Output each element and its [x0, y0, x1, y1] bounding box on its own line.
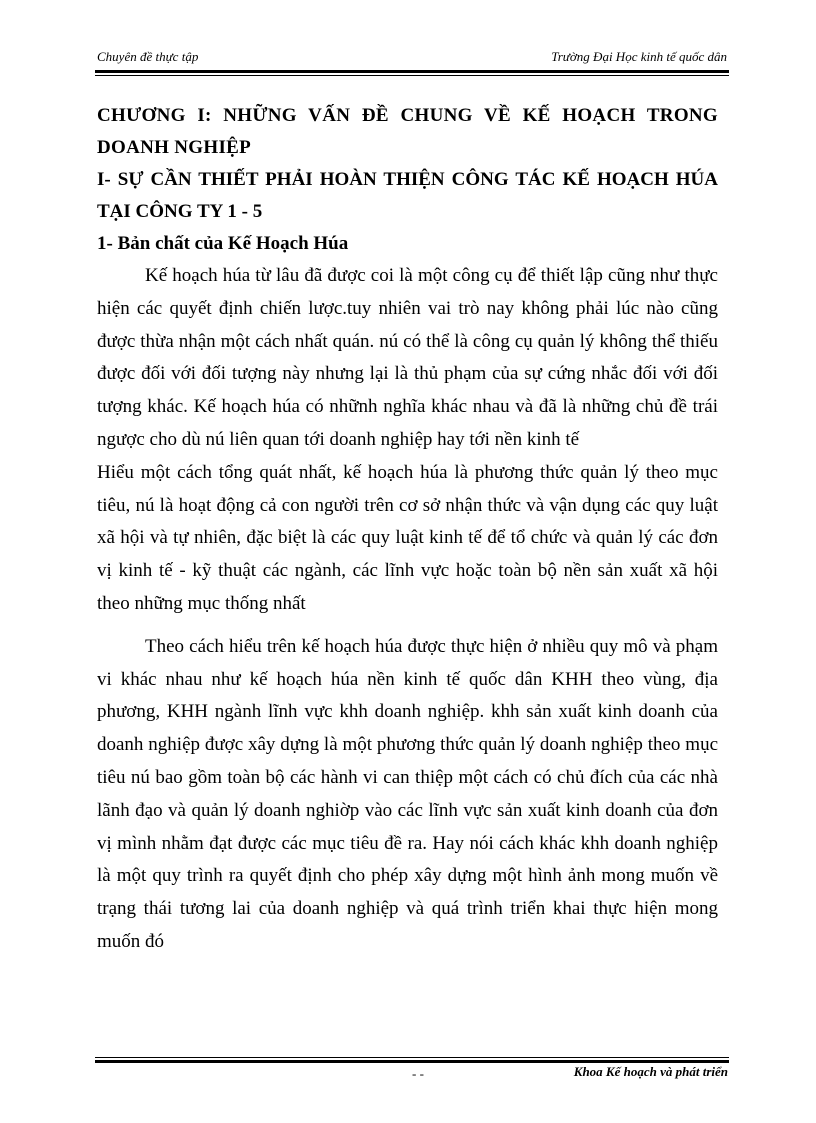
chapter-title — [97, 100, 718, 164]
footer-right-text: Khoa Kế hoạch và phát triển — [573, 1064, 728, 1079]
document-body — [97, 100, 718, 959]
paragraph-2: Hiểu một cách tổng quát nhất, kế hoạch húa là phương thức quản lý theo mục tiêu, nú là hoạt động cả con người trên cơ sở nhận thức và vận dụng các quy luật xã hội và tự nhiên, đặc biệt là các quy luật kinh tế để tổ chức và quản lý các đơn vị kinh tế - kỹ thuật các ngành, các lĩnh vực hoặc toàn bộ nền sản xuất xã hội theo những mục thống nhất — [97, 461, 718, 614]
chapter-title-line-2: DOANH NGHIỆP — [97, 137, 252, 158]
footer-divider — [95, 1060, 729, 1063]
paragraph-3: Theo cách hiểu trên kế hoạch húa được thực hiện ở nhiều quy mô và phạm vi khác nhau như kế hoạch húa nền kinh tế quốc dân KHH theo vùng, địa phương, KHH ngành lĩnh vực khh doanh nghiệp. khh sản xuất kinh doanh của doanh nghiệp được xây dựng là một phương thức quản lý doanh nghiệp theo mục tiêu nú bao gồm toàn bộ các hành vi can thiệp một cách có chủ đích của các nhà lãnh đạo và quản lý doanh nghiờp vào các lĩnh vực sản xuất kinh doanh của đơn vị mình nhằm đạt được các mục tiêu đề ra. Hay nói cách khác khh doanh nghiệp là một quy trình ra quyết định cho phép xây dựng một hình ảnh mong muốn về trạng thái tương lai của doanh nghiệp và quá trình triển khai thực hiện mong muốn đó — [97, 635, 718, 952]
header-divider-thin — [95, 75, 729, 76]
header-left-text: Chuyên đề thực tập — [97, 49, 199, 64]
section-title — [97, 164, 718, 228]
chapter-title-line-1: CHƯƠNG I: NHỮNG VẤN ĐỀ CHUNG VỀ KẾ HOẠCH TRONG — [97, 105, 718, 126]
section-title-line-1: I- SỰ CẦN THIẾT PHẢI HOÀN THIỆN CÔNG TÁC KẾ HOẠCH HÚA — [97, 169, 718, 190]
page-number: - - — [412, 1066, 424, 1081]
header-right-text: Trường Đại Học kinh tế quốc dân — [551, 49, 727, 64]
subsection-title: 1- Bản chất của Kế Hoạch Húa — [97, 233, 349, 254]
section-title-line-2: TẠI CÔNG TY 1 - 5 — [97, 201, 263, 222]
page-header — [95, 49, 729, 69]
footer-divider-thin — [95, 1057, 729, 1058]
header-divider — [95, 70, 729, 73]
paragraph-1: Kế hoạch húa từ lâu đã được coi là một công cụ để thiết lập cũng như thực hiện các quyết định chiến lược.tuy nhiên vai trò nay không phải lúc nào cũng được thừa nhận một cách nhất quán. nú có thể là công cụ quản lý không thể thiếu được đối với đối tượng này nhưng lại là thủ phạm của sự cứng nhắc đối với đối tượng khác. Kế hoạch húa có nhữnh nghĩa khác nhau và đã là những chủ đề trái ngược cho dù nú liên quan tới doanh nghiệp hay tới nền kinh tế — [97, 265, 718, 450]
